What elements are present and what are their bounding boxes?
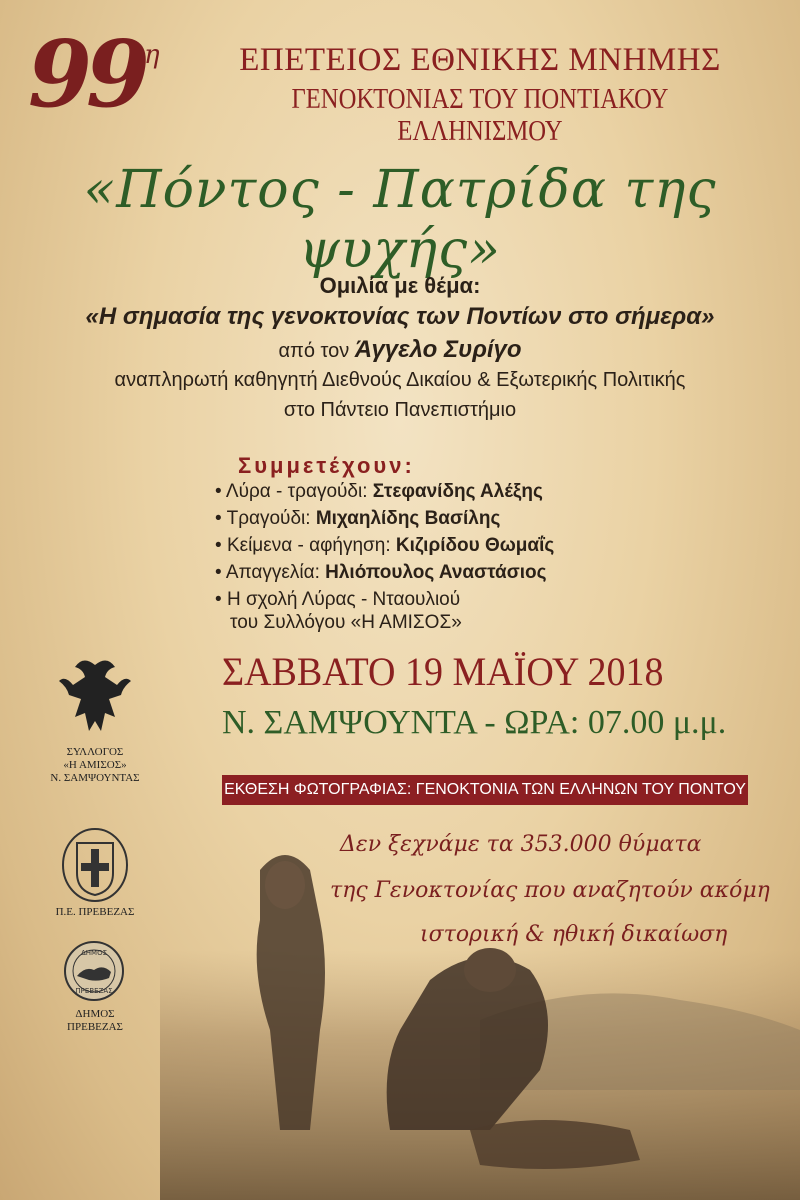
coat-of-arms-icon [60,825,130,903]
anniversary-number: 99 [28,20,145,128]
participant-role: Η σχολή Λύρας - Νταουλιού [226,589,461,610]
coin-text-top: ΔΗΜΟΣ [80,949,108,957]
participant-item-continuation: του Συλλόγου «Η ΑΜΙΣΟΣ» [230,612,462,633]
participants-heading: Συμμετέχουν: [238,453,415,478]
event-place-time [222,704,726,742]
participant-name: Μιχαηλίδης Βασίλης [315,508,501,529]
coin-text-bottom: ΠΡΕΒΕΖΑΣ [75,987,113,995]
municipal-coin-icon [63,940,125,1002]
participant-name: Ηλιόπουλος Αναστάσιος [325,562,547,583]
region-caption: Π.Ε. ΠΡΕΒΕΖΑΣ [55,906,135,918]
municipality-caption [35,1008,155,1034]
double-headed-eagle-icon [45,655,145,740]
participant-item: • Τραγούδι: Μιχαηλίδης Βασίλης [215,508,501,529]
exhibition-banner: ΕΚΘΕΣΗ ΦΩΤΟΓΡΑΦΙΑΣ: ΓΕΝΟΚΤΟΝΙΑ ΤΩΝ ΕΛΛΗΝΩΝ ΤΟΥ ΠΟΝΤΟΥ [222,775,748,805]
quote-line-3: ιστορική & ηθική δικαίωση [420,922,728,947]
participant-item: • Η σχολή Λύρας - Νταουλιού [215,589,461,610]
slogan: «Πόντος - Πατρίδα της ψυχής» [83,160,717,280]
title-line-1: ΕΠΕΤΕΙΟΣ ΕΘΝΙΚΗΣ ΜΝΗΜΗΣ [239,42,721,78]
anniversary-suffix: η [144,40,160,70]
participant-item: • Κείμενα - αφήγηση: Κιζιρίδου Θωμαΐς [215,535,555,556]
participant-name: Κιζιρίδου Θωμαΐς [395,535,555,556]
talk-intro: Ομιλία με θέμα: [319,273,481,298]
talk-speaker-line [0,336,800,364]
title-line-2: ΓΕΝΟΚΤΟΝΙΑΣ ΤΟΥ ΠΟΝΤΙΑΚΟΥ ΕΛΛΗΝΙΣΜΟΥ [291,84,669,147]
club-caption-line: Ν. ΣΑΜΨΟΥΝΤΑΣ [50,772,140,784]
speaker-role-line-2: στο Πάντειο Πανεπιστήμιο [283,399,517,421]
event-place: Ν. ΣΑΜΨΟΥΝΤΑ [222,704,476,741]
speaker-role-line-1: αναπληρωτή καθηγητή Διεθνούς Δικαίου & Εξωτερικής Πολιτικής [114,369,686,391]
participant-item: • Λύρα - τραγούδι: Στεφανίδης Αλέξης [215,481,543,502]
participant-role: Κείμενα - αφήγηση: [226,535,391,556]
participant-item: • Απαγγελία: Ηλιόπουλος Αναστάσιος [215,562,547,583]
participant-role: Τραγούδι: [226,508,311,529]
participant-role: Λύρα - τραγούδι: [225,481,368,502]
event-time: - ΩΡΑ: 07.00 μ.μ. [484,704,727,741]
talk-by-prefix: από τον [278,340,350,362]
participant-role: Απαγγελία: [225,562,320,583]
club-caption-line: ΣΥΛΛΟΓΟΣ [66,746,124,758]
historic-photo [160,830,800,1200]
speaker-name: Άγγελο Συρίγο [354,336,522,363]
participant-name: Στεφανίδης Αλέξης [372,481,543,502]
event-date: ΣΑΒΒΑΤΟ 19 ΜΑΪΟΥ 2018 [222,649,664,694]
municipality-caption-line: ΠΡΕΒΕΖΑΣ [67,1021,123,1033]
club-caption [35,746,155,785]
quote-line-1: Δεν ξεχνάμε τα 353.000 θύματα [340,832,702,857]
talk-title: «Η σημασία της γενοκτονίας των Ποντίων στο σήμερα» [85,303,715,330]
club-caption-line: «Η ΑΜΙΣΟΣ» [63,759,127,771]
municipality-caption-line: ΔΗΜΟΣ [75,1008,115,1020]
quote-line-2: της Γενοκτονίας που αναζητούν ακόμη [330,878,770,903]
